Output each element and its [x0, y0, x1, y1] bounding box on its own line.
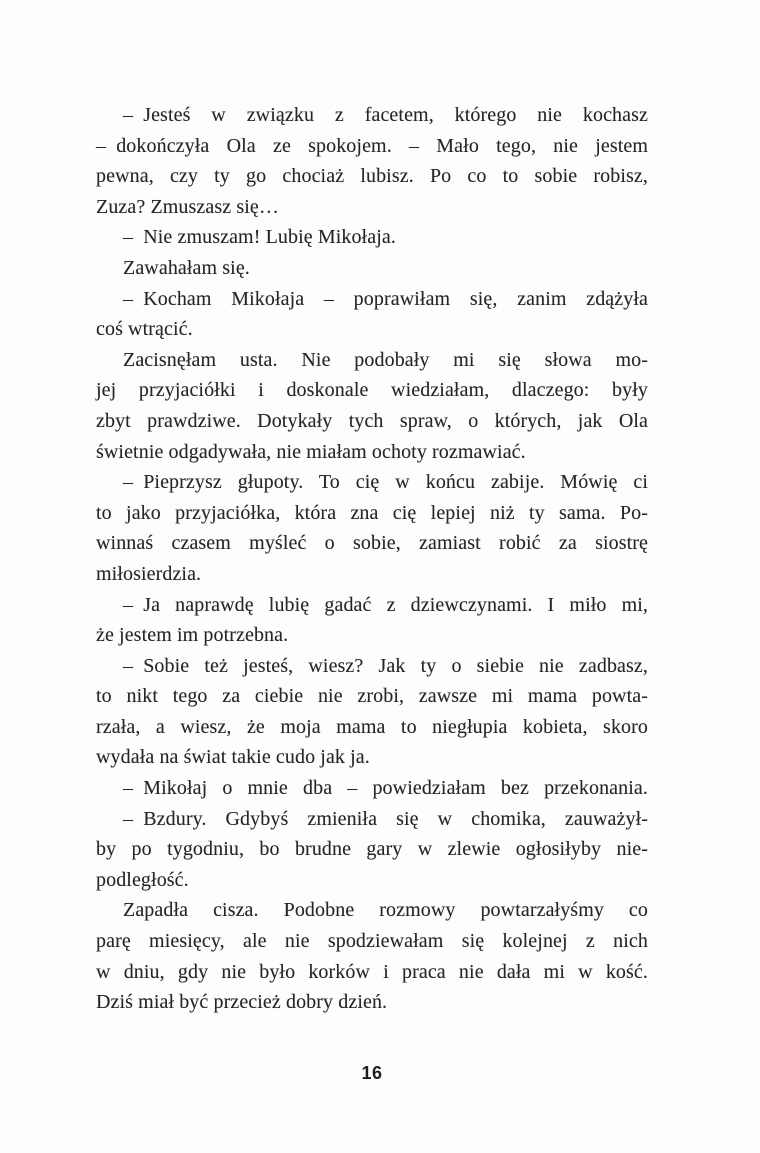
- paragraph: [96, 222, 648, 253]
- text-line: parę miesięcy, ale nie spodziewałam się kolejnej z nich: [96, 930, 648, 953]
- page-number-folio: 16: [361, 1063, 383, 1083]
- text-line: to jako przyjaciółka, która zna cię lepiej niż ty sama. Po-: [96, 501, 648, 524]
- text-line: Zacisnęłam usta. Nie podobały mi się słowa mo-: [123, 348, 648, 371]
- paragraph: [96, 100, 648, 222]
- paragraph: [96, 804, 648, 896]
- text-line: Zapadła cisza. Podobne rozmowy powtarzałyśmy co: [123, 899, 648, 922]
- paragraph: [96, 467, 648, 589]
- text-line: że jestem im potrzebna.: [96, 624, 289, 647]
- text-line: świetnie odgadywała, nie miałam ochoty rozmawiać.: [96, 440, 526, 463]
- text-line: rzała, a wiesz, że moja mama to niegłupia kobieta, skoro: [96, 715, 648, 738]
- text-line: – Nie zmuszam! Lubię Mikołaja.: [123, 226, 396, 249]
- text-line: – Kocham Mikołaja – poprawiłam się, zanim zdążyła: [123, 287, 648, 310]
- paragraph: [96, 590, 648, 651]
- text-line: podległość.: [96, 868, 189, 891]
- text-line: coś wtrącić.: [96, 318, 193, 341]
- text-line: – Sobie też jesteś, wiesz? Jak ty o siebie nie zadbasz,: [123, 654, 648, 677]
- text-line: winnaś czasem myśleć o sobie, zamiast robić za siostrę: [96, 532, 648, 555]
- text-line: wydała na świat takie cudo jak ja.: [96, 746, 370, 769]
- text-line: Zawahałam się.: [123, 256, 250, 279]
- paragraph: [96, 895, 648, 1017]
- text-line: Zuza? Zmuszasz się…: [96, 195, 279, 218]
- text-line: – Ja naprawdę lubię gadać z dziewczynami. I miło mi,: [123, 593, 648, 616]
- paragraph: [96, 253, 648, 284]
- paragraph: [96, 651, 648, 773]
- text-line: – Jesteś w związku z facetem, którego nie kochasz: [123, 104, 648, 126]
- text-line: miłosierdzia.: [96, 562, 202, 585]
- text-line: zbyt prawdziwe. Dotykały tych spraw, o których, jak Ola: [96, 409, 648, 432]
- text-line: jej przyjaciółki i doskonale wiedziałam, dlaczego: były: [96, 379, 648, 402]
- paragraph: [96, 345, 648, 467]
- paragraph: [96, 284, 648, 345]
- text-line: – dokończyła Ola ze spokojem. – Mało tego, nie jestem: [96, 134, 648, 157]
- text-line: – Pieprzysz głupoty. To cię w końcu zabije. Mówię ci: [123, 471, 648, 494]
- text-line: to nikt tego za ciebie nie zrobi, zawsze mi mama powta-: [96, 685, 648, 708]
- text-line: Dziś miał być przecież dobry dzień.: [96, 991, 388, 1014]
- page-text: [96, 100, 648, 1018]
- paragraph: [96, 773, 648, 804]
- text-line: w dniu, gdy nie było korków i praca nie dała mi w kość.: [96, 960, 648, 983]
- text-line: by po tygodniu, bo brudne gary w zlewie ogłosiłyby nie-: [96, 838, 648, 861]
- text-line: pewna, czy ty go chociaż lubisz. Po co to sobie robisz,: [96, 165, 648, 188]
- text-line: – Bzdury. Gdybyś zmieniła się w chomika, zauważył-: [123, 807, 648, 830]
- text-line: – Mikołaj o mnie dba – powiedziałam bez przekonania.: [123, 777, 648, 800]
